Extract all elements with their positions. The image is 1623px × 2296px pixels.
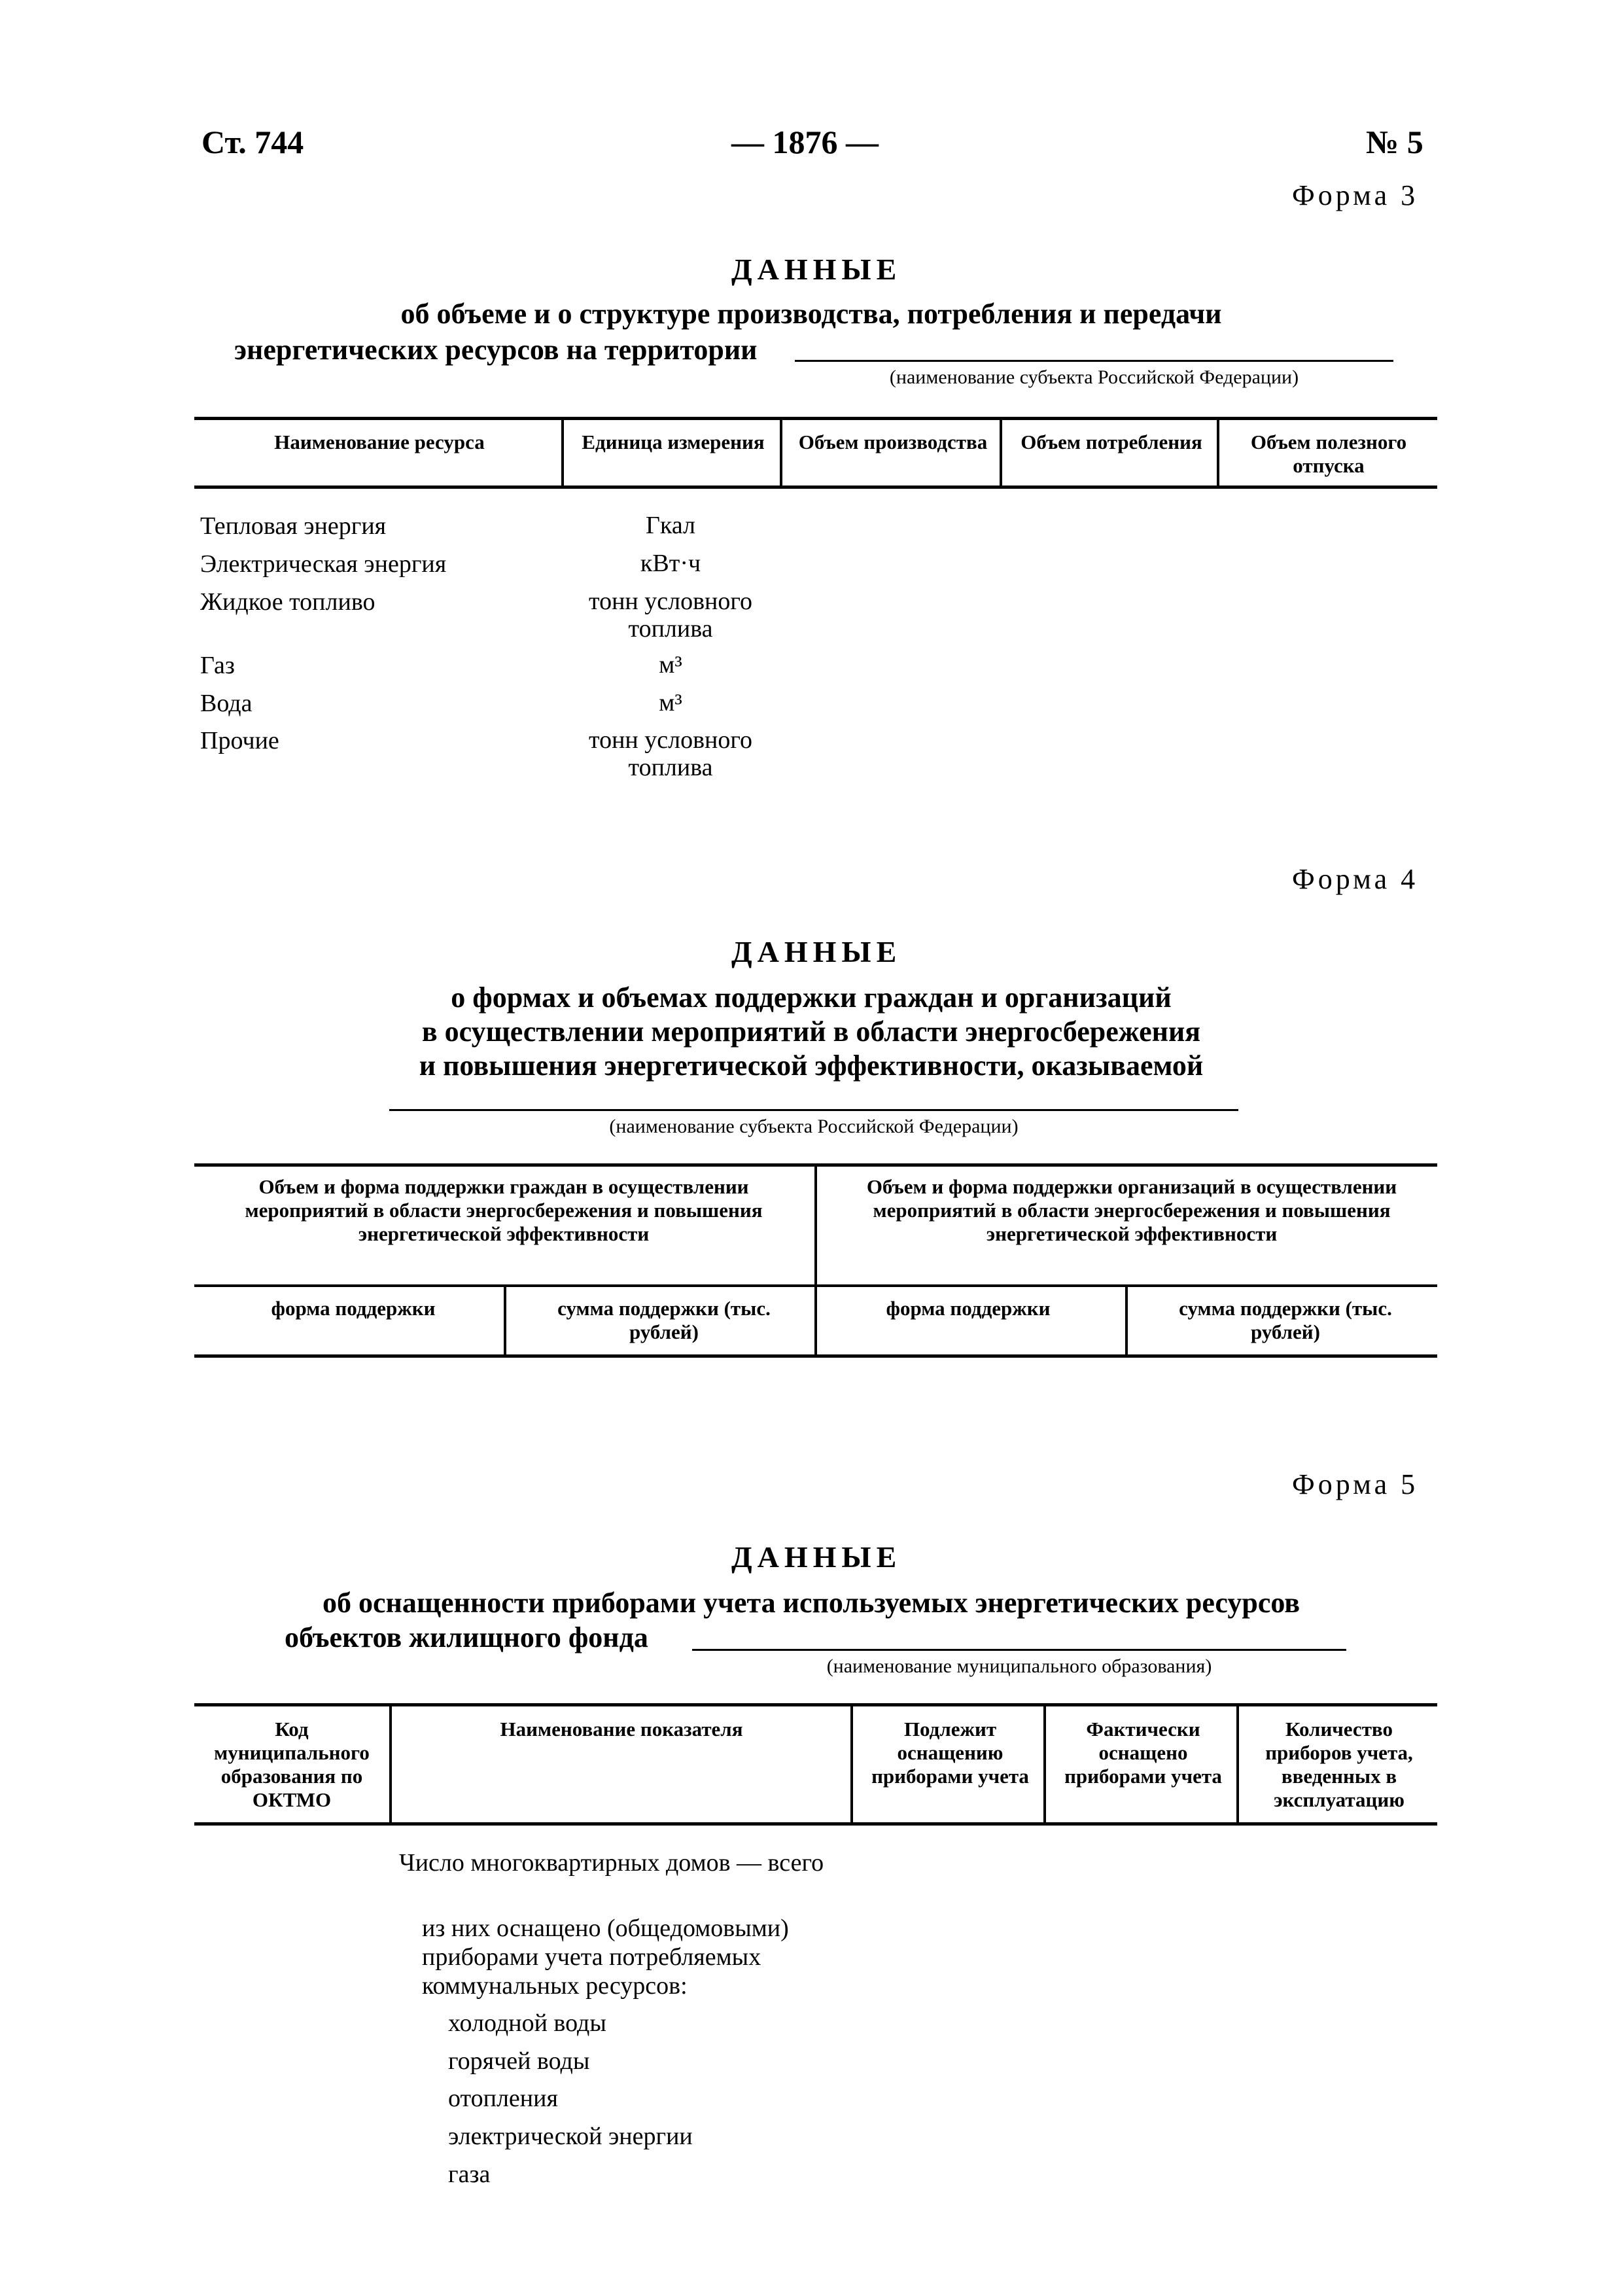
table-top-rule — [194, 417, 1437, 420]
issue-number: № 5 — [1366, 124, 1423, 160]
form-4-subtitle-1: о формах и объемах поддержки граждан и организаций — [451, 981, 1172, 1014]
table-row: Число многоквартирных домов — всего — [399, 1849, 824, 1877]
table-cell-unit: кВт·ч — [640, 550, 701, 577]
col-useful-supply: Объем полезного отпуска — [1250, 431, 1407, 477]
form-5-field-caption: (наименование муниципального образования) — [826, 1655, 1212, 1677]
col-group-organizations: Объем и форма поддержки организаций в осуществлении мероприятий в области энергосбережения и повышения энергетической эффективности — [866, 1175, 1397, 1245]
col-actually-equipped: Фактически оснащено приборами учета — [1064, 1718, 1222, 1788]
table-top-rule — [194, 1703, 1437, 1706]
article-number: Ст. 744 — [201, 124, 304, 160]
table-row: Прочие — [200, 727, 279, 754]
col-citizens-sum: сумма поддержки (тыс. рублей) — [557, 1297, 771, 1343]
table-cell-unit: м³ — [659, 651, 682, 679]
table-header-rule — [194, 1822, 1437, 1826]
table-row: Электрическая энергия — [200, 550, 447, 578]
table-cell-unit: м³ — [659, 689, 682, 716]
form-5-heading: ДАННЫЕ — [731, 1540, 902, 1574]
region-name-field[interactable] — [795, 360, 1393, 362]
col-oktmo-code: Код муниципального образования по ОКТМО — [214, 1718, 370, 1811]
form-5-subtitle-2: объектов жилищного фонда — [285, 1621, 648, 1653]
municipality-name-field[interactable] — [692, 1649, 1346, 1651]
table-row: Тепловая энергия — [200, 512, 387, 540]
table-cell-unit: тонн условного топлива — [588, 588, 753, 643]
table-row: горячей воды — [448, 2047, 590, 2075]
table-cell-unit: тонн условного топлива — [588, 726, 753, 781]
table-row: отопления — [448, 2085, 558, 2112]
col-citizens-form: форма поддержки — [271, 1297, 436, 1320]
col-consumption: Объем потребления — [1021, 431, 1202, 453]
form-5-label: Форма 5 — [1292, 1468, 1419, 1500]
table-header-rule — [194, 486, 1437, 489]
form-4-subtitle-2: в осуществлении мероприятий в области энергосбережения — [421, 1016, 1201, 1048]
form-4-heading: ДАННЫЕ — [731, 935, 902, 968]
table-row: Жидкое топливо — [200, 588, 375, 616]
table-header-rule — [194, 1354, 1437, 1358]
table-cell-unit: Гкал — [645, 512, 696, 539]
table-row: из них оснащено (общедомовыми) приборами учета потребляемых коммунальных ресурсов: — [422, 1915, 789, 2000]
table-row: Газ — [200, 652, 235, 679]
col-indicator-name: Наименование показателя — [500, 1718, 743, 1740]
form-5-subtitle-1: об оснащенности приборами учета используемых энергетических ресурсов — [322, 1587, 1300, 1619]
page-number: — 1876 — — [731, 124, 879, 160]
form-3-subtitle-1: об объеме и о структуре производства, потребления и передачи — [400, 298, 1222, 330]
form-4-field-caption: (наименование субъекта Российской Федерации) — [609, 1116, 1019, 1137]
col-production: Объем производства — [798, 431, 988, 453]
region-name-field[interactable] — [389, 1109, 1238, 1111]
col-unit: Единица измерения — [582, 431, 765, 453]
col-meters-commissioned: Количество приборов учета, введенных в эксплуатацию — [1265, 1718, 1413, 1811]
table-row: электрической энергии — [448, 2123, 693, 2150]
form-3-field-caption: (наименование субъекта Российской Федерации) — [889, 366, 1299, 388]
table-row: газа — [448, 2161, 491, 2188]
table-row: Вода — [200, 690, 253, 717]
form-3-heading: ДАННЫЕ — [731, 253, 902, 286]
col-resource-name: Наименование ресурса — [274, 431, 485, 453]
form-4-label: Форма 4 — [1292, 863, 1419, 895]
col-orgs-sum: сумма поддержки (тыс. рублей) — [1179, 1297, 1392, 1343]
form-3-subtitle-2: энергетических ресурсов на территории — [234, 334, 758, 366]
table-row: холодной воды — [448, 2009, 606, 2037]
col-to-be-equipped: Подлежит оснащению приборами учета — [871, 1718, 1029, 1788]
col-orgs-form: форма поддержки — [886, 1297, 1051, 1320]
col-group-citizens: Объем и форма поддержки граждан в осуществлении мероприятий в области энергосбережения и повышения энергетической эффективности — [245, 1175, 763, 1245]
form-3-label: Форма 3 — [1292, 179, 1419, 211]
form-4-subtitle-3: и повышения энергетической эффективности, оказываемой — [419, 1050, 1204, 1082]
